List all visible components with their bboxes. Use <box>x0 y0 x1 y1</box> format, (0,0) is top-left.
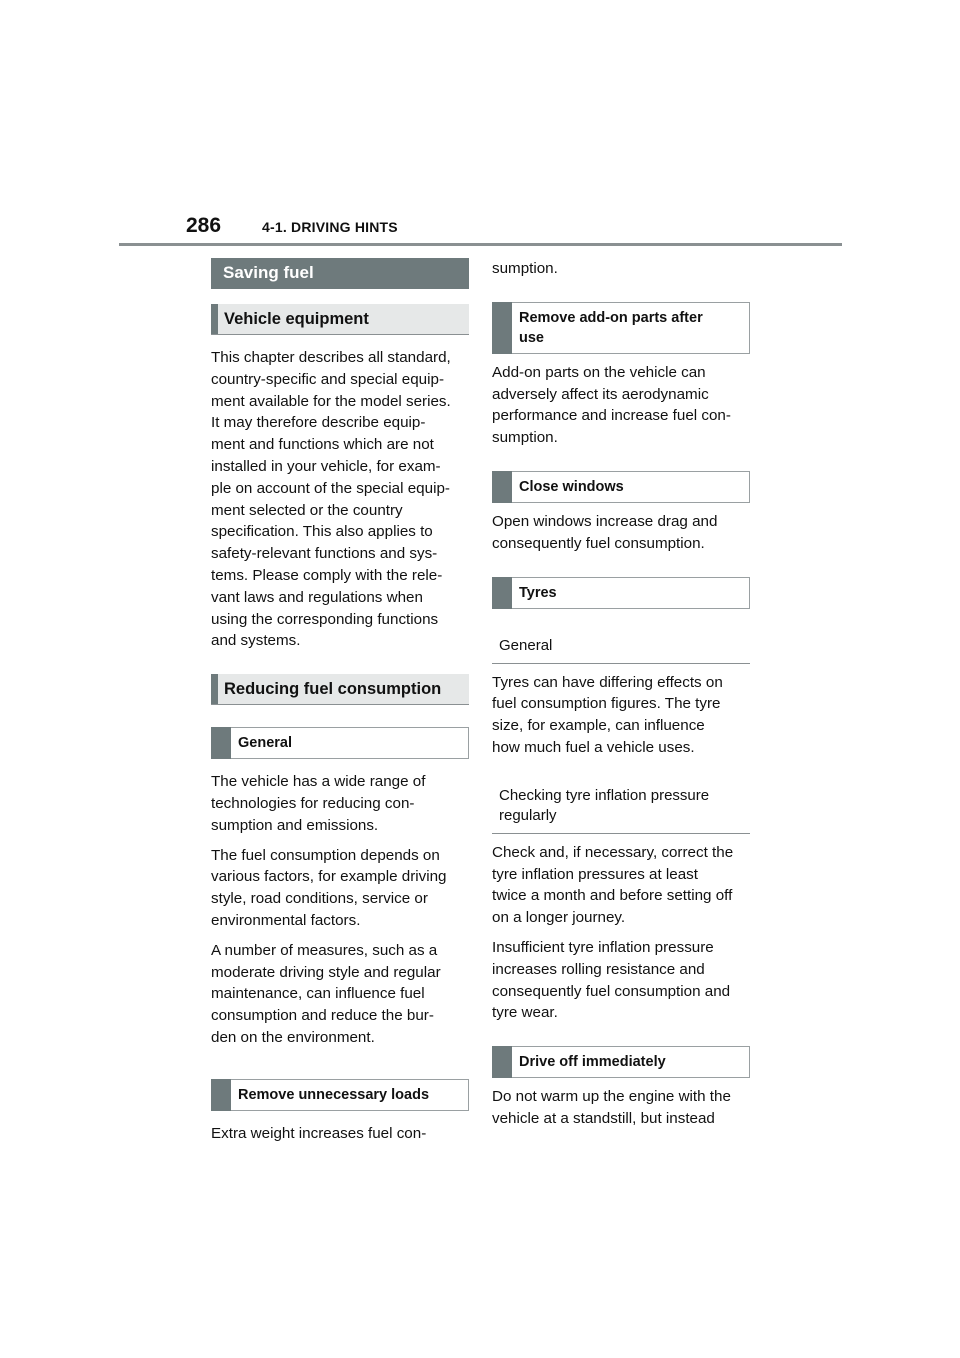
right-column <box>492 258 750 1130</box>
remove-loads-text: Extra weight increases fuel con- <box>211 1124 427 1142</box>
tyres-heading: Tyres <box>492 577 750 609</box>
close-windows-heading: Close windows <box>492 471 750 503</box>
tyre-pressure-heading: Checking tyre inflation pressure regularly <box>492 781 750 834</box>
reducing-para-1: The vehicle has a wide range of technologies for reducing con- sumption and emissions. <box>211 773 426 834</box>
tyre-pressure-para-2: Insufficient tyre inflation pressure increases rolling resistance and consequently fuel consumption and tyre wear. <box>492 938 731 1022</box>
remove-addon-text: Add-on parts on the vehicle can adversely affect its aerodynamic performance and increase fuel con- sumption. <box>492 363 731 447</box>
remove-loads-heading: Remove unnecessary loads <box>211 1079 469 1111</box>
drive-off-heading: Drive off immediately <box>492 1046 750 1078</box>
page-number: 286 <box>186 214 222 237</box>
close-windows-text: Open windows increase drag and consequently fuel consumption. <box>492 512 718 552</box>
general-heading: General <box>211 727 469 759</box>
vehicle-equipment-heading: Vehicle equipment <box>211 304 469 335</box>
reducing-para-3: A number of measures, such as a moderate driving style and regular maintenance, can influence fuel consumption and reduce the bur- den on the environment. <box>211 941 441 1046</box>
reducing-para-2: The fuel consumption depends on various factors, for example driving style, road conditions, service or environmental factors. <box>211 846 447 929</box>
vehicle-equipment-text: This chapter describes all standard, country-specific and special equip- ment available for the model series. It may therefore describe equip- ment and functions which are not installed in your vehicle, for exam- ple on account of the special equip- ment selected or the country specification. This also applies to safety-relevant functions and sys- tems. Please comply with the rele- vant laws and regulations when using the corresponding functions and systems. <box>211 349 451 650</box>
left-column <box>211 258 469 1145</box>
chapter-title: Saving fuel <box>211 258 469 289</box>
remove-addon-heading: Remove add-on parts after use <box>492 302 750 354</box>
reducing-fuel-heading: Reducing fuel consumption <box>211 674 469 705</box>
header-rule <box>119 243 842 246</box>
tyres-general-heading: General <box>492 631 750 664</box>
tyre-pressure-para-1: Check and, if necessary, correct the tyre inflation pressures at least twice a month and before setting off on a longer journey. <box>492 843 734 927</box>
tyres-general-text: Tyres can have differing effects on fuel consumption figures. The tyre size, for example, can influence how much fuel a vehicle uses. <box>492 673 723 756</box>
section-label: 4-1. DRIVING HINTS <box>262 219 398 235</box>
drive-off-text: Do not warm up the engine with the vehicle at a standstill, but instead <box>492 1088 731 1127</box>
continued-text: sumption. <box>492 260 558 277</box>
